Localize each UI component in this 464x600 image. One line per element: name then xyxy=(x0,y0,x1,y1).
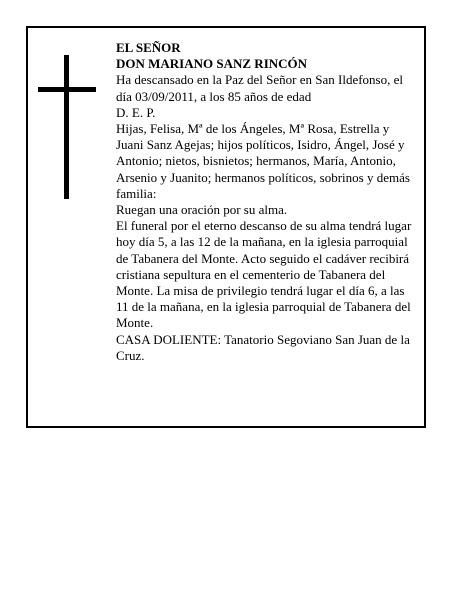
obituary-title: EL SEÑOR xyxy=(116,40,181,55)
mourning-house: CASA DOLIENTE: Tanatorio Segoviano San Juan de la Cruz. xyxy=(116,331,410,363)
rip-line: D. E. P. xyxy=(116,104,156,120)
obituary-text xyxy=(116,40,418,364)
prayer-request: Ruegan una oración por su alma. xyxy=(116,202,288,218)
funeral-details: El funeral por el eterno descanso de su alma tendrá lugar hoy día 5, a las 12 de la mañana, en la iglesia parroquial de Tabanera del Monte. Acto seguido el cadáver recibirá cristiana sepultura en el cementerio de Tabanera del Monte. La misa de privilegio tendrá lugar el día 6, a las 11 de la mañana, en la iglesia parroquial de Tabanera del Monte. xyxy=(116,218,412,331)
cross-horizontal-bar xyxy=(38,87,96,92)
obituary-card xyxy=(26,26,426,428)
latin-cross-icon xyxy=(38,55,102,199)
cross-vertical-bar xyxy=(64,55,69,199)
deceased-name: DON MARIANO SANZ RINCÓN xyxy=(116,56,308,72)
death-notice: Ha descansado en la Paz del Señor en San Ildefonso, el día 03/09/2011, a los 85 años de edad xyxy=(116,72,403,104)
family-list: Hijas, Felisa, Mª de los Ángeles, Mª Rosa, Estrella y Juani Sanz Agejas; hijos políticos, Isidro, Ángel, José y Antonio; nietos, bisnietos; hermanos, María, Antonio, Arsenio y Juanito; hermanos políticos, sobrinos y demás familia: xyxy=(116,121,410,201)
